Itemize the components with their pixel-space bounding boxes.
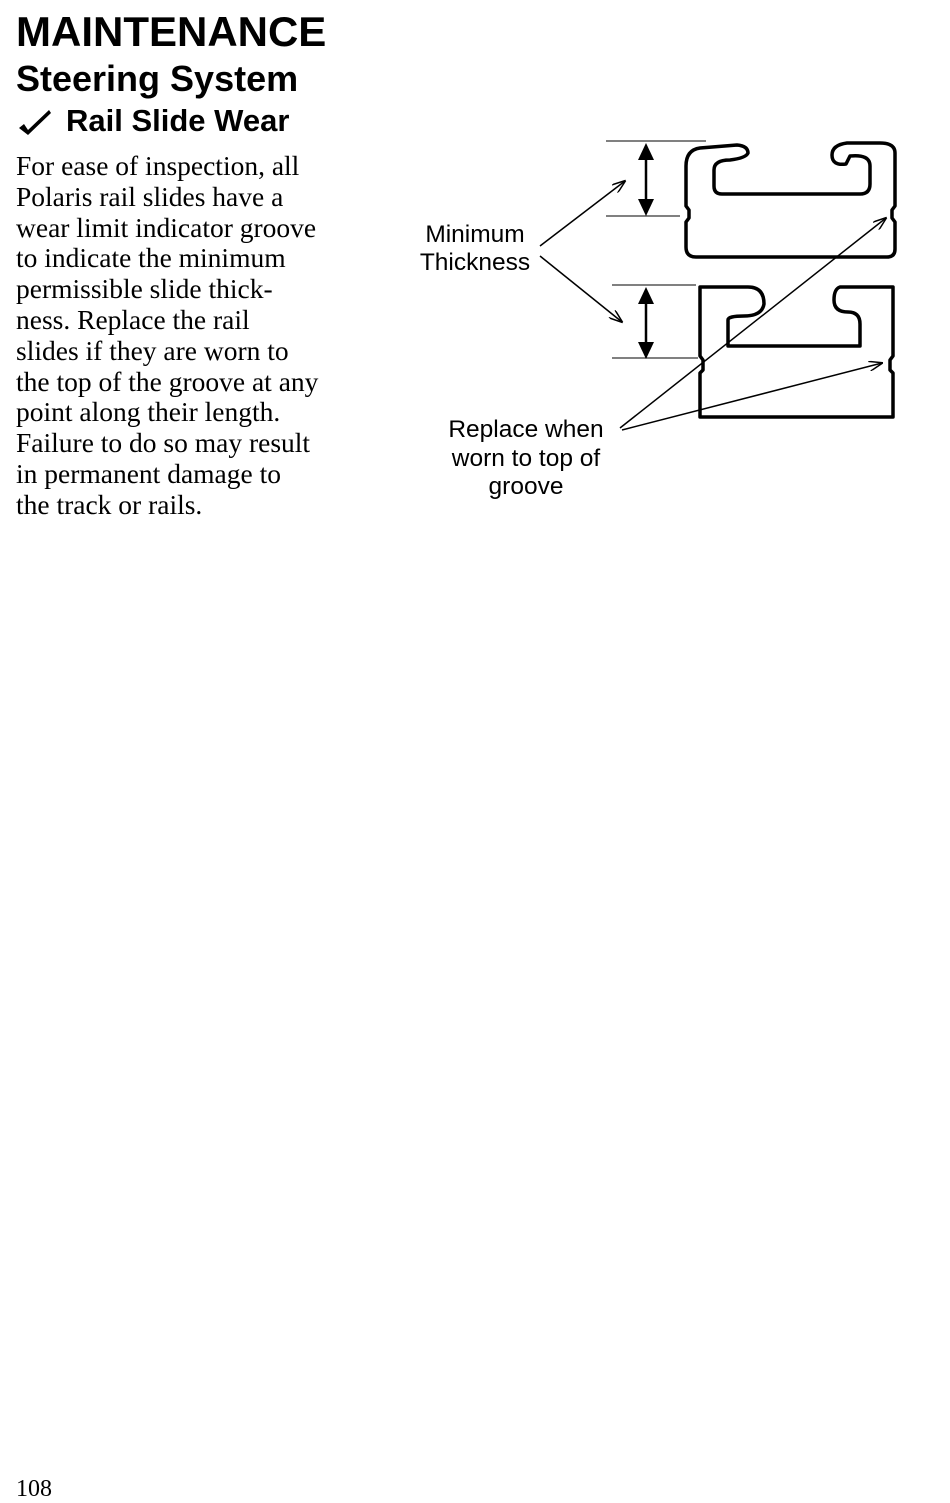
worn-rail-slide-shape	[700, 287, 893, 417]
topic-title: Rail Slide Wear	[66, 103, 290, 138]
body-line: ness. Replace the rail	[16, 303, 250, 335]
body-line: slides if they are worn to	[16, 334, 289, 366]
dimension-arrowhead	[638, 143, 654, 160]
checkmark-icon	[16, 106, 52, 136]
label-replace-2: worn to top of	[451, 445, 601, 472]
leader-line	[540, 256, 622, 322]
body-line: to indicate the minimum	[16, 242, 286, 274]
body-line: Polaris rail slides have a	[16, 180, 284, 212]
label-thickness: Thickness	[419, 249, 531, 276]
page-number: 108	[16, 1476, 52, 1502]
body-line: the top of the groove at any	[16, 365, 319, 397]
body-line: wear limit indicator groove	[16, 211, 317, 243]
label-replace-1: Replace when	[448, 416, 604, 443]
body-line: Failure to do so may result	[16, 427, 311, 459]
body-line: permissible slide thick-	[16, 273, 273, 305]
topic-heading	[16, 102, 289, 140]
new-rail-slide-shape	[686, 143, 895, 257]
label-minimum: Minimum	[425, 221, 525, 248]
label-replace-3: groove	[488, 473, 564, 500]
body-line: point along their length.	[16, 396, 281, 428]
body-line: in permanent damage to	[16, 457, 281, 489]
dimension-arrowhead	[638, 287, 654, 304]
body-line: For ease of inspection, all	[16, 150, 300, 181]
subsection-title: Steering System	[16, 58, 299, 99]
leader-line	[540, 181, 625, 246]
dimension-arrowhead	[638, 342, 654, 359]
body-line: the track or rails.	[16, 488, 203, 520]
dimension-arrowhead	[638, 199, 654, 216]
section-title: MAINTENANCE	[16, 8, 327, 55]
body-paragraph	[16, 151, 361, 521]
rail-slide-diagram	[400, 130, 910, 510]
